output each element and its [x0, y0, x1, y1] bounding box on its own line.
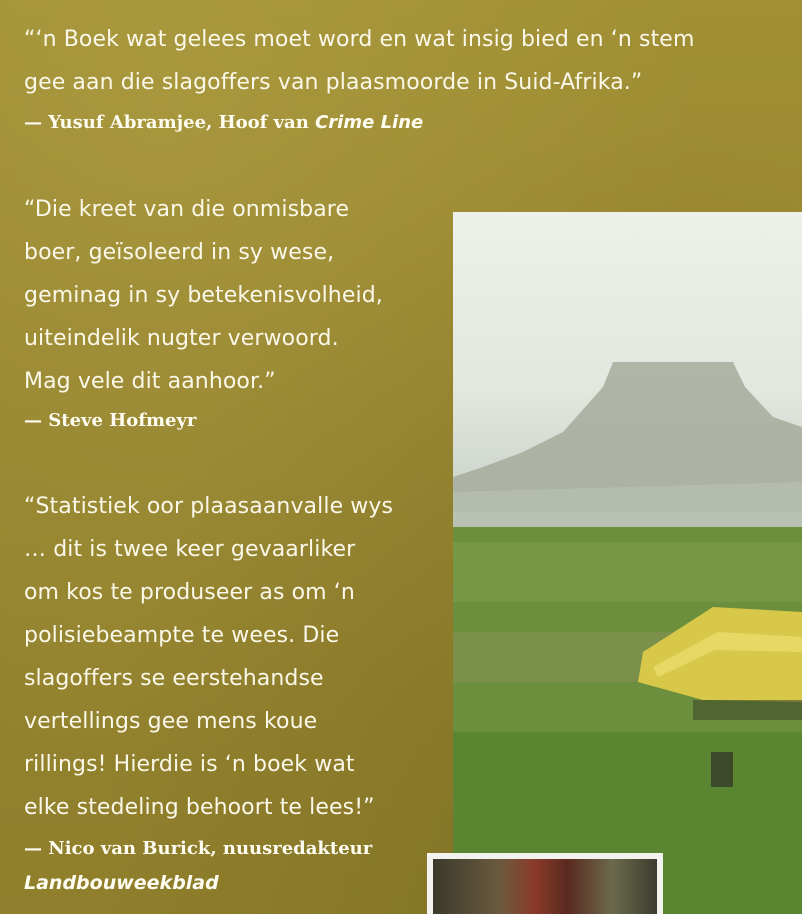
author-portrait [427, 853, 663, 914]
attribution-hofmeyr: — Steve Hofmeyr [24, 410, 197, 431]
tractor-shadow [693, 700, 802, 720]
attribution-abramjee-name: — Yusuf Abramjee, Hoof van [24, 112, 316, 133]
attribution-source: Landbouweekblad [24, 872, 219, 894]
quote-van-burick: “Statistiek oor plaasaanvalle wys … dit is twee keer gevaarliker om kos te produseer as om ‘n polisiebeampte te wees. Die slagoffers se eerstehandse vertellings gee mens koue rillings! Hierdie is ‘n boek wat elke stedeling behoort te lees!” [24, 494, 394, 820]
attribution-abramjee [24, 112, 423, 133]
field-band-1 [453, 542, 802, 602]
author-portrait-image [433, 859, 657, 914]
quote-hofmeyr: “Die kreet van die onmisbare boer, geïsoleerd in sy wese, geminag in sy betekenisvolheid, uiteindelik nugter verwoord. Mag vele dit aanhoor.” [24, 197, 383, 394]
attribution-van-burick: — Nico van Burick, nuusredakteur [24, 838, 373, 859]
landscape-drawing [453, 212, 802, 914]
quote-abramjee: “‘n Boek wat gelees moet word en wat insig bied en ‘n stem gee aan die slagoffers van plaasmoorde in Suid-Afrika.” [24, 27, 695, 95]
attribution-abramjee-org: Crime Line [315, 112, 424, 133]
tractor-wheel [711, 752, 733, 787]
landscape-photo [453, 212, 802, 914]
